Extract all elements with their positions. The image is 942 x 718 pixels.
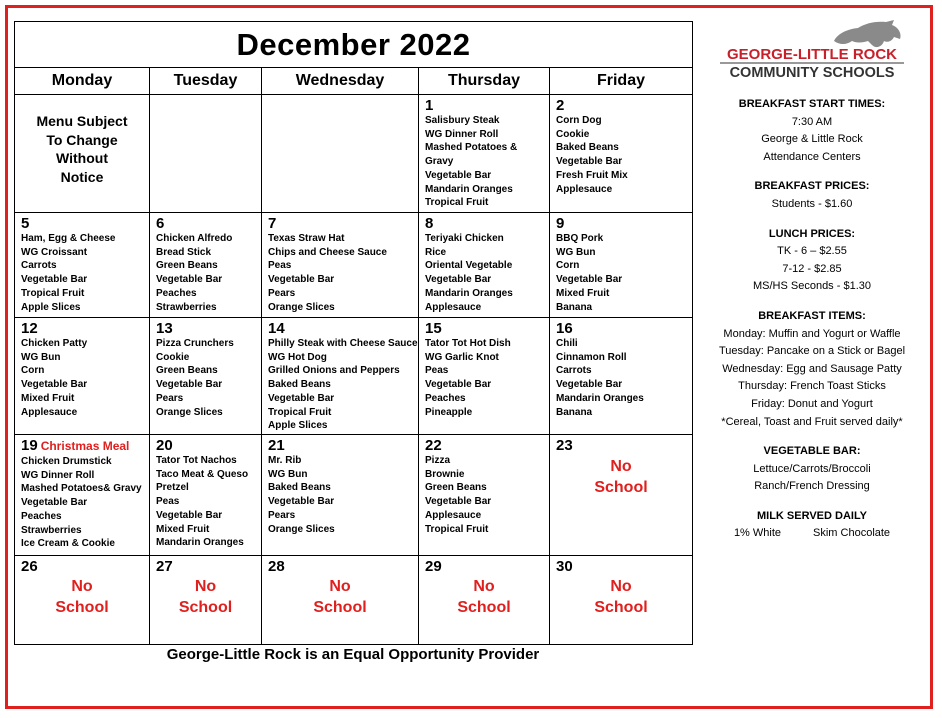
menu-item: WG Bun xyxy=(21,351,61,363)
no-school-line: No xyxy=(194,578,217,595)
menu-items xyxy=(15,232,149,314)
day-cell xyxy=(262,556,419,645)
day-number xyxy=(15,435,149,455)
menu-item: Pears xyxy=(156,392,184,404)
menu-item: Cookie xyxy=(156,351,190,363)
menu-item: Bread Stick xyxy=(156,246,212,258)
menu-item: Vegetable Bar xyxy=(556,274,623,286)
sidebar-heading: BREAKFAST PRICES: xyxy=(754,180,870,193)
no-school-label xyxy=(550,576,692,618)
no-school-label xyxy=(15,576,149,618)
menu-item: Green Beans xyxy=(156,365,218,377)
menu-item: Carrots xyxy=(21,260,57,272)
sidebar-line: Tuesday: Pancake on a Stick or Bagel xyxy=(718,345,906,358)
day-cell xyxy=(550,95,693,213)
menu-item: Vegetable Bar xyxy=(21,274,88,286)
menu-item: Mandarin Oranges xyxy=(425,183,513,195)
sidebar-heading: BREAKFAST ITEMS: xyxy=(758,309,866,322)
day-number-value: 20 xyxy=(156,437,173,454)
menu-items xyxy=(419,232,549,314)
menu-items xyxy=(262,454,418,536)
day-number-value: 12 xyxy=(21,320,38,337)
menu-item: Vegetable Bar xyxy=(268,496,335,508)
week-row xyxy=(15,213,693,318)
menu-item: Peas xyxy=(425,365,449,377)
milk-option: Skim Chocolate xyxy=(813,527,891,540)
day-number-value: 13 xyxy=(156,320,173,337)
day-number xyxy=(262,213,418,232)
weekday-thursday: Thursday xyxy=(419,68,550,95)
day-cell xyxy=(262,213,419,318)
menu-item: Vegetable Bar xyxy=(21,379,88,391)
menu-item: Peaches xyxy=(21,510,62,522)
no-school-line: No xyxy=(329,578,351,595)
menu-item: Mandarin Oranges xyxy=(556,392,644,404)
menu-item: Brownie xyxy=(425,468,465,480)
day-number xyxy=(550,318,692,337)
day-cell xyxy=(150,213,262,318)
menu-item: Chicken Alfredo xyxy=(156,233,233,244)
notice-line: Notice xyxy=(60,168,104,185)
milk-heading: MILK SERVED DAILY xyxy=(756,509,868,522)
no-school-line: School xyxy=(594,479,648,496)
day-number xyxy=(262,556,418,575)
sidebar-line: TK - 6 – $2.55 xyxy=(777,245,847,258)
menu-items xyxy=(150,337,261,419)
menu-item: Chili xyxy=(556,338,578,349)
day-cell xyxy=(15,213,150,318)
menu-item: Salisbury Steak xyxy=(425,115,500,126)
menu-item: Ice Cream & Cookie xyxy=(21,538,115,550)
menu-item: Oriental Vegetable xyxy=(425,260,513,272)
sidebar-heading: LUNCH PRICES: xyxy=(768,227,856,240)
menu-item: Mandarin Oranges xyxy=(425,287,513,299)
sidebar-line: Lettuce/Carrots/Broccoli xyxy=(753,462,871,475)
weekday-header-row xyxy=(15,68,693,95)
menu-item: BBQ Pork xyxy=(556,233,604,244)
menu-item: Vegetable Bar xyxy=(425,169,492,181)
sidebar-line: 7:30 AM xyxy=(791,115,833,128)
menu-item: Taco Meat & Queso xyxy=(156,468,249,480)
day-cell xyxy=(262,435,419,556)
day-cell xyxy=(15,95,150,213)
menu-item: WG Croissant xyxy=(21,246,88,258)
milk-options xyxy=(700,525,924,543)
menu-item: Rice xyxy=(425,246,447,258)
menu-item: Peaches xyxy=(156,287,197,299)
menu-items xyxy=(419,114,549,210)
sidebar-line: Thursday: French Toast Sticks xyxy=(738,380,886,393)
day-number-value: 28 xyxy=(268,558,285,575)
menu-item: Vegetable Bar xyxy=(268,392,335,404)
menu-item: Chicken Drumstick xyxy=(21,456,112,467)
sidebar-line: Friday: Donut and Yogurt xyxy=(751,397,873,410)
calendar-title: December 2022 xyxy=(15,22,693,68)
sidebar-line: *Cereal, Toast and Fruit served daily* xyxy=(721,415,903,428)
weekday-wednesday: Wednesday xyxy=(262,68,419,95)
menu-item: Baked Beans xyxy=(268,379,331,391)
no-school-line: No xyxy=(71,578,93,595)
menu-item: Ham, Egg & Cheese xyxy=(21,233,116,244)
day-cell xyxy=(419,556,550,645)
notice-line: To Change xyxy=(46,131,118,148)
menu-item: Vegetable Bar xyxy=(21,497,88,509)
menu-item: Gravy xyxy=(425,156,454,168)
day-number-value: 19 xyxy=(21,437,38,454)
day-cell xyxy=(550,213,693,318)
day-number-value: 9 xyxy=(556,215,565,232)
day-cell xyxy=(550,318,693,435)
menu-items xyxy=(419,454,549,536)
menu-item: Pineapple xyxy=(425,406,473,418)
day-cell xyxy=(419,318,550,435)
menu-item: WG Garlic Knot xyxy=(425,351,499,363)
school-logo xyxy=(716,19,908,81)
menu-item: Philly Steak with Cheese Sauce xyxy=(268,338,418,349)
menu-item: Apple Slices xyxy=(268,420,328,432)
menu-item: Green Beans xyxy=(425,482,487,494)
sidebar-heading: BREAKFAST START TIMES: xyxy=(738,98,886,110)
sidebar-info xyxy=(700,96,924,543)
menu-item: Vegetable Bar xyxy=(556,156,623,168)
calendar-weeks xyxy=(15,95,693,645)
menu-item: Applesauce xyxy=(21,406,78,418)
day-number xyxy=(15,213,149,232)
menu-item: Chicken Patty xyxy=(21,338,88,349)
menu-item: Vegetable Bar xyxy=(425,274,492,286)
logo-line-2: COMMUNITY SCHOOLS xyxy=(729,65,895,81)
menu-items xyxy=(262,337,418,433)
menu-item: Pears xyxy=(268,287,296,299)
menu-item: Green Beans xyxy=(156,260,218,272)
menu-item: Orange Slices xyxy=(156,406,223,418)
menu-item: Teriyaki Chicken xyxy=(425,233,504,244)
menu-items xyxy=(550,232,692,314)
sidebar-line: Ranch/French Dressing xyxy=(754,480,870,493)
menu-item: Corn xyxy=(21,365,45,377)
day-number-value: 7 xyxy=(268,215,277,232)
day-number-value: 1 xyxy=(425,97,434,114)
menu-item: Mixed Fruit xyxy=(556,287,610,299)
day-number-value: 2 xyxy=(556,97,565,114)
menu-items xyxy=(262,232,418,314)
sidebar-line: 7-12 - $2.85 xyxy=(782,262,842,275)
day-cell xyxy=(15,435,150,556)
menu-item: Applesauce xyxy=(556,183,613,195)
menu-item: Vegetable Bar xyxy=(425,496,492,508)
day-cell xyxy=(150,318,262,435)
menu-item: WG Dinner Roll xyxy=(425,128,499,140)
weekday-tuesday: Tuesday xyxy=(150,68,262,95)
sidebar-line: Students - $1.60 xyxy=(771,197,853,210)
menu-item: Mixed Fruit xyxy=(21,392,75,404)
day-cell xyxy=(419,213,550,318)
day-number-value: 5 xyxy=(21,215,30,232)
menu-item: WG Hot Dog xyxy=(268,351,327,363)
sidebar-line: Attendance Centers xyxy=(763,150,861,163)
menu-item: Vegetable Bar xyxy=(556,379,623,391)
week-row xyxy=(15,95,693,213)
day-number xyxy=(550,556,692,575)
menu-item: Vegetable Bar xyxy=(268,274,335,286)
no-school-line: School xyxy=(178,599,233,616)
menu-item: Corn xyxy=(556,260,580,272)
no-school-line: No xyxy=(610,458,632,475)
day-cell xyxy=(150,435,262,556)
milk-option: 1% White xyxy=(733,527,782,540)
menu-item: Vegetable Bar xyxy=(156,274,223,286)
day-number xyxy=(150,318,261,337)
menu-item: Applesauce xyxy=(425,509,482,521)
day-number xyxy=(550,435,692,454)
menu-item: Tropical Fruit xyxy=(425,197,489,209)
day-cell xyxy=(15,556,150,645)
day-number xyxy=(150,556,261,575)
menu-item: Strawberries xyxy=(21,524,82,536)
menu-item: Applesauce xyxy=(425,301,482,313)
menu-item: Pretzel xyxy=(156,482,189,494)
menu-item: Baked Beans xyxy=(556,142,619,154)
menu-item: Corn Dog xyxy=(556,115,602,126)
sidebar-line: Monday: Muffin and Yogurt or Waffle xyxy=(723,327,901,340)
menu-item: Strawberries xyxy=(156,301,217,313)
menu-item: Mashed Potatoes & xyxy=(425,142,518,154)
menu-item: Orange Slices xyxy=(268,301,335,313)
day-number-value: 23 xyxy=(556,437,573,454)
day-number xyxy=(15,318,149,337)
menu-item: Carrots xyxy=(556,365,592,377)
menu-item: Tropical Fruit xyxy=(425,523,489,535)
menu-item: Fresh Fruit Mix xyxy=(556,169,628,181)
menu-item: Tropical Fruit xyxy=(268,406,332,418)
menu-item: Peas xyxy=(156,496,180,508)
menu-items xyxy=(150,454,261,550)
no-school-line: School xyxy=(313,599,367,616)
weekday-friday: Friday xyxy=(550,68,693,95)
special-event-label: Christmas Meal xyxy=(40,439,130,453)
sidebar-heading: VEGETABLE BAR: xyxy=(763,445,861,458)
day-number xyxy=(419,556,549,575)
day-number-value: 8 xyxy=(425,215,434,232)
day-cell xyxy=(419,435,550,556)
menu-item: Grilled Onions and Peppers xyxy=(268,365,400,377)
day-number-value: 21 xyxy=(268,437,285,454)
menu-item: Vegetable Bar xyxy=(425,379,492,391)
day-number-value: 14 xyxy=(268,320,285,337)
menu-item: WG Bun xyxy=(556,246,596,258)
menu-items xyxy=(15,337,149,419)
menu-calendar xyxy=(14,21,693,645)
horse-icon xyxy=(834,20,901,47)
day-cell xyxy=(262,95,419,213)
logo-line-1: GEORGE-LITTLE ROCK xyxy=(727,46,897,63)
no-school-line: School xyxy=(457,599,511,616)
day-number xyxy=(550,213,692,232)
menu-item: Apple Slices xyxy=(21,301,81,313)
menu-item: WG Bun xyxy=(268,468,308,480)
day-number-value: 15 xyxy=(425,320,442,337)
menu-item: Mixed Fruit xyxy=(156,523,210,535)
day-number xyxy=(419,435,549,454)
menu-item: Cookie xyxy=(556,128,590,140)
no-school-line: School xyxy=(594,599,648,616)
menu-item: Mandarin Oranges xyxy=(156,537,244,549)
no-school-label xyxy=(419,576,549,618)
no-school-label xyxy=(150,576,261,618)
day-cell xyxy=(150,556,262,645)
no-school-label xyxy=(262,576,418,618)
menu-item: Banana xyxy=(556,406,593,418)
menu-item: Pears xyxy=(268,509,296,521)
day-cell xyxy=(419,95,550,213)
sidebar-line: George & Little Rock xyxy=(761,133,863,146)
notice-line: Menu Subject xyxy=(36,113,128,129)
day-number xyxy=(150,435,261,454)
menu-items xyxy=(150,232,261,314)
day-number xyxy=(150,213,261,232)
day-number-value: 27 xyxy=(156,558,173,575)
weekday-monday: Monday xyxy=(15,68,150,95)
day-cell xyxy=(550,435,693,556)
menu-item: Vegetable Bar xyxy=(156,379,223,391)
day-number xyxy=(262,318,418,337)
menu-item: Tropical Fruit xyxy=(21,287,85,299)
day-number-value: 6 xyxy=(156,215,165,232)
day-number xyxy=(15,556,149,575)
day-number xyxy=(262,435,418,454)
day-number xyxy=(419,95,549,114)
day-number-value: 30 xyxy=(556,558,573,575)
week-row xyxy=(15,318,693,435)
menu-item: Banana xyxy=(556,301,593,313)
menu-items xyxy=(550,114,692,196)
menu-item: Mr. Rib xyxy=(268,455,302,466)
day-number xyxy=(419,213,549,232)
sidebar-line: Wednesday: Egg and Sausage Patty xyxy=(722,362,902,375)
menu-change-notice xyxy=(15,95,149,186)
menu-item: Vegetable Bar xyxy=(156,509,223,521)
menu-item: Baked Beans xyxy=(268,482,331,494)
no-school-line: No xyxy=(610,578,632,595)
menu-item: Cinnamon Roll xyxy=(556,351,627,363)
day-number-value: 16 xyxy=(556,320,573,337)
footer-statement: George-Little Rock is an Equal Opportunity Provider xyxy=(166,646,540,663)
day-cell xyxy=(550,556,693,645)
day-number-value: 26 xyxy=(21,558,38,575)
day-cell xyxy=(15,318,150,435)
menu-items xyxy=(15,455,149,551)
no-school-line: No xyxy=(473,578,495,595)
week-row xyxy=(15,435,693,556)
menu-item: Tator Tot Hot Dish xyxy=(425,338,511,349)
day-cell xyxy=(150,95,262,213)
menu-item: Texas Straw Hat xyxy=(268,233,345,244)
menu-item: Tator Tot Nachos xyxy=(156,455,237,466)
menu-items xyxy=(550,337,692,419)
menu-item: Orange Slices xyxy=(268,523,335,535)
menu-item: Peas xyxy=(268,260,292,272)
sidebar-line: MS/HS Seconds - $1.30 xyxy=(752,280,871,293)
day-number xyxy=(550,95,692,114)
day-number xyxy=(419,318,549,337)
no-school-line: School xyxy=(55,599,109,616)
menu-item: WG Dinner Roll xyxy=(21,469,95,481)
menu-item: Mashed Potatoes& Gravy xyxy=(21,483,142,495)
notice-line: Without xyxy=(56,150,108,166)
day-number-value: 22 xyxy=(425,437,442,454)
no-school-label xyxy=(550,456,692,498)
day-cell xyxy=(262,318,419,435)
menu-item: Peaches xyxy=(425,392,466,404)
menu-item: Pizza Crunchers xyxy=(156,338,234,349)
menu-item: Chips and Cheese Sauce xyxy=(268,246,387,258)
menu-items xyxy=(419,337,549,419)
week-row xyxy=(15,556,693,645)
day-number-value: 29 xyxy=(425,558,442,575)
menu-item: Pizza xyxy=(425,455,451,466)
